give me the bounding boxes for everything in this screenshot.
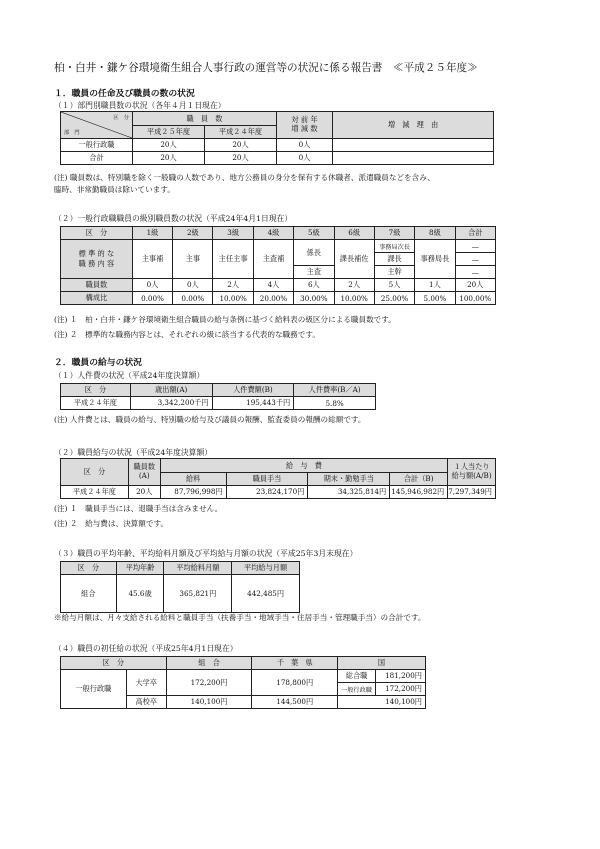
table-row: 職員数 0人 0人 2人 4人 6人 2人 5人 1人 20人	[61, 279, 496, 292]
reason-header: 増 減 理 由	[333, 112, 494, 139]
salary-table: 区 分 職員数 (A) 給 与 費 １人当たり 給与額(A/B) 給料 職員手当 期末・勤勉手当 合計（B) 平成２４年度 20人 87,796,998円 23,824,170円 34,325,814円 145,946,982円 7,297,349円	[60, 458, 496, 499]
table-2-note-2: (注) ２ 標準的な職務内容とは、それぞれの級に該当する代表的な職務です。	[54, 330, 320, 339]
table-1-note-1: (注) 職員数は、特別職を除く一般職の人数であり、地方公務員の身分を保有する休職者、派遣職員などを含み、	[54, 173, 435, 182]
year25-header: 平成２５年度	[133, 126, 205, 139]
table-3-caption: （１）人件費の状況（平成24年度決算額）	[54, 371, 205, 380]
grade-staff-table: 区 分 1級 2級 3級 4級 5級 6級 7級 8級 合計 標 準 的 な 職 務 内 容 主事補 主事 主任主事 主査補 係長 課長補佐 事務局次長 事務局長 — 課長 — 主査 主幹 — 職員数 0人 0人 2人 4人 6人 2人 5人 1人 20人 構成比 0.00% 0.00% 10.00% 20.00% 30.00% 10.00% 25.00% 5.00% 100.00%	[60, 226, 496, 305]
section-1-heading: １．職員の任命及び職員の数の状況	[54, 89, 195, 99]
table-1-caption: （１）部門別職員数の状況（各年４月１日現在）	[54, 101, 226, 110]
kubun-diagonal-header: 区 分 部 門	[61, 112, 133, 139]
table-row: 一般行政職 大学卒 172,200円 178,800円 総合職 181,200円	[61, 670, 426, 683]
table-4-note-2: (注) ２ 給与費は、決算額です。	[54, 519, 169, 528]
table-4-note-1: (注) １ 職員手当には、退職手当は含みません。	[54, 504, 223, 513]
table-row: 平成２４年度 3,342,200千円 195,443千円 5.8%	[61, 397, 376, 410]
table-1-note-2: 臨時、非常勤職員は除いています。	[54, 185, 175, 194]
table-row: 一般行政職 172,200円	[61, 683, 426, 696]
staff-count-header: 職 員 数	[133, 112, 277, 126]
personnel-cost-table: 区 分 歳出額(A) 人件費額(B) 人件費率(B／A) 平成２４年度 3,342,200千円 195,443千円 5.8%	[60, 383, 376, 410]
standard-duty-label: 標 準 的 な 職 務 内 容	[61, 240, 133, 279]
table-row: 組合 45.6歳 365,821円 442,485円	[61, 575, 300, 613]
table-2-caption: （２）一般行政職職員の級別職員数の状況（平成24年4月1日現在）	[54, 214, 293, 223]
section-2-heading: ２．職員の給与の状況	[54, 358, 142, 368]
year24-header: 平成２４年度	[205, 126, 277, 139]
table-row: 合計 20人 20人 0人	[61, 152, 494, 165]
starting-salary-table: 区 分 組 合 千 葉 県 国 一般行政職 大学卒 172,200円 178,800円 総合職 181,200円 一般行政職 172,200円 高校卒 140,100円 144,500円 140,100円	[60, 656, 426, 709]
table-5-note: ※給与月額は、月々支給される給料と職員手当（扶養手当・地域手当・住居手当・管理職手当）の合計です。	[54, 613, 426, 622]
table-5-caption: （３）職員の平均年齢、平均給料月額及び平均給与月額の状況（平成25年3月末現在）	[54, 549, 358, 558]
table-3-note: (注) 人件費とは、職員の給与、特別職の給与及び議員の報酬、監査委員の報酬の総額です。	[54, 415, 366, 424]
table-6-caption: （４）職員の初任給の状況（平成25年4月1日現在）	[54, 644, 238, 653]
table-2-note-1: (注) １ 柏・白井・鎌ケ谷環境衛生組合職員の給与条例に基づく給料表の級区分による職員数です。	[54, 315, 396, 324]
table-row: 一般行政職 20人 20人 0人	[61, 139, 494, 152]
table-4-caption: （２）職員給与の状況（平成24年度決算額）	[54, 448, 213, 457]
table-row: 高校卒 140,100円 144,500円 140,100円	[61, 696, 426, 709]
table-row: 平成２４年度 20人 87,796,998円 23,824,170円 34,325,814円 145,946,982円 7,297,349円	[61, 486, 496, 499]
average-salary-table: 区 分 平均年齢 平均給料月額 平均給与月額 組合 45.6歳 365,821円 442,485円	[60, 561, 300, 613]
table-row: 構成比 0.00% 0.00% 10.00% 20.00% 30.00% 10.00% 25.00% 5.00% 100.00%	[61, 292, 496, 305]
page-title: 柏・白井・鎌ケ谷環境衛生組合人事行政の運営等の状況に係る報告書 ≪平成２５年度≫	[54, 62, 478, 74]
diff-header: 対 前 年 増 減 数	[277, 112, 333, 139]
department-staff-table	[60, 111, 494, 165]
